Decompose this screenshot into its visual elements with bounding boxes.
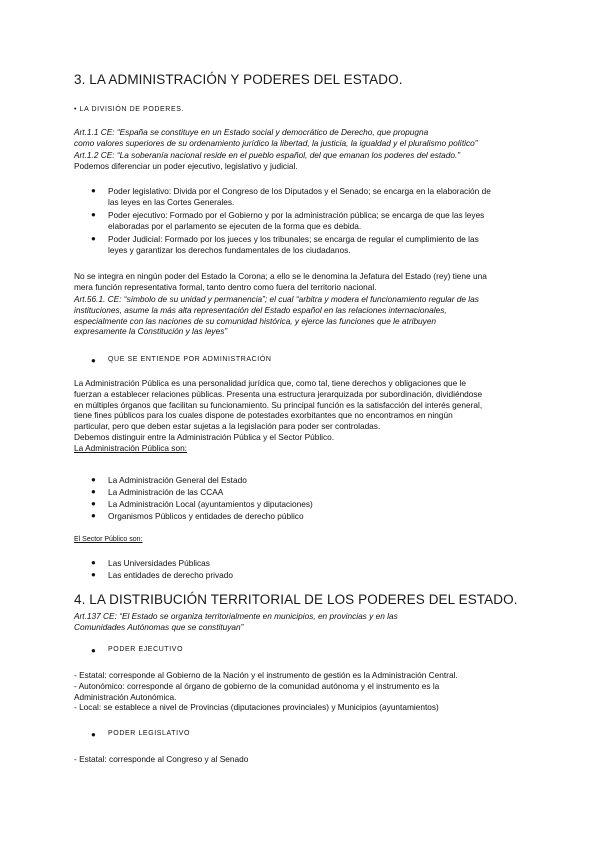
bullet-icon: ● bbox=[91, 646, 96, 655]
art-1-1-line: Art.1.1 CE: “España se constituye en un Estado social y democrático de Derecho, que propugna bbox=[74, 127, 429, 137]
list-item-line: Poder Judicial: Formado por los jueces y los tribunales; se encarga de regular el cumplimiento de las bbox=[108, 234, 479, 244]
bullet-icon: ● bbox=[91, 570, 96, 579]
list-item-ejecutivo bbox=[108, 210, 484, 232]
bullet-icon: ● bbox=[91, 234, 96, 243]
quote-line: instituciones, asume la más alta representación del Estado español en las relaciones internacionales, bbox=[74, 304, 447, 315]
bullet-icon: ● bbox=[91, 186, 96, 195]
bullet-icon: ● bbox=[91, 475, 96, 484]
paragraph-line: Debemos distinguir entre la Administración Pública y el Sector Público. bbox=[74, 431, 335, 442]
quote-line: especialmente con las naciones de su comunidad histórica, y ejerce las funciones que le atribuyen bbox=[74, 315, 437, 326]
bullet-icon: ● bbox=[91, 499, 96, 508]
list-item: Las entidades de derecho privado bbox=[108, 570, 234, 580]
bullet-icon: ● bbox=[91, 558, 96, 567]
list-item: La Administración Local (ayuntamientos y diputaciones) bbox=[108, 499, 313, 509]
bullet-icon: ● bbox=[91, 487, 96, 496]
list-item: La Administración de las CCAA bbox=[108, 487, 224, 497]
corona-paragraph bbox=[74, 271, 487, 293]
art-1-2-line: Art.1.2 CE: “La soberanía nacional reside en el pueblo español, del que emanan los poderes del estado.” bbox=[74, 150, 461, 160]
quote-line: Comunidades Autónomas que se constituyan” bbox=[74, 621, 244, 632]
paragraph-line: particular, pero que deben estar sujetas a la legislación para poder ser controladas. bbox=[74, 421, 381, 432]
paragraph-line: tiene fines públicos para los cuales dispone de potestades exorbitantes que no encontramos en ningún bbox=[74, 410, 453, 421]
art-1-1-line: como valores superiores de su ordenamiento jurídico la libertad, la justicia, la igualdad y el pluralismo político” bbox=[74, 137, 478, 148]
quote-line: Art.137 CE: “El Estado se organiza territorialmente en municipios, en provincias y en las bbox=[74, 611, 398, 621]
section-4-title: 4. LA DISTRIBUCIÓN TERRITORIAL DE LOS PODERES DEL ESTADO. bbox=[74, 592, 518, 607]
quote-line: Art.56.1. CE: “símbolo de su unidad y permanencia”; el cual “arbitra y modera el funcionamiento regular de las bbox=[74, 294, 479, 304]
list-item-line: elaboradas por el parlamento se ejecuten de la forma que es debida. bbox=[108, 220, 362, 231]
paragraph-line: - Autonómico: corresponde al órgano de gobierno de la comunidad autónoma y el instrumento es la bbox=[74, 680, 440, 691]
paragraph-line: La Administración Pública es una personalidad jurídica que, como tal, tiene derechos y obligaciones que le bbox=[74, 378, 467, 388]
list-item: La Administración General del Estado bbox=[108, 475, 247, 485]
art-56-1-quote bbox=[74, 294, 479, 337]
paragraph-line: - Estatal: corresponde al Gobierno de la Nación y el instrumento de gestión es la Administración Central. bbox=[74, 670, 458, 680]
quote-line: expresamente la Constitución y las leyes” bbox=[74, 326, 228, 337]
bullet-icon: ● bbox=[91, 210, 96, 219]
list-item-legislativo bbox=[108, 186, 491, 208]
paragraph-line: Administración Autonómica. bbox=[74, 691, 177, 702]
list-item-line: Poder legislativo: Divida por el Congreso de los Diputados y el Senado; se encarga en la elaboración de bbox=[108, 186, 491, 196]
list-item-judicial bbox=[108, 234, 479, 256]
art-1-2-quote bbox=[74, 150, 460, 172]
paragraph-line: No se integra en ningún poder del Estado la Corona; a ello se le denomina la Jefatura del Estado (rey) tiene una bbox=[74, 271, 487, 281]
ejecutivo-heading: PODER EJECUTIVO bbox=[108, 646, 184, 653]
list-item: Organismos Públicos y entidades de derecho público bbox=[108, 511, 304, 521]
list-item: Las Universidades Públicas bbox=[108, 558, 210, 568]
section-3-title: 3. LA ADMINISTRACIÓN Y PODERES DEL ESTADO. bbox=[74, 72, 403, 87]
legislativo-heading: PODER LEGISLATIVO bbox=[108, 730, 191, 737]
diferenciar-text: Podemos diferenciar un poder ejecutivo, legislativo y judicial. bbox=[74, 160, 298, 171]
bullet-icon: ● bbox=[91, 730, 96, 739]
paragraph-line: mera función representativa formal, tanto dentro como fuera del territorio nacional. bbox=[74, 281, 377, 292]
sector-heading: El Sector Público son: bbox=[74, 536, 143, 543]
art-1-1-quote bbox=[74, 127, 478, 149]
que-heading: QUE SE ENTIENDE POR ADMINISTRACIÓN bbox=[108, 356, 272, 363]
bullet-icon: ● bbox=[91, 356, 96, 365]
ejecutivo-paragraph bbox=[74, 670, 458, 713]
list-item-line: las leyes en las Cortes Generales. bbox=[108, 196, 235, 207]
admin-paragraph bbox=[74, 378, 482, 443]
list-item-line: leyes y garantizar los derechos fundamentales de los ciudadanos. bbox=[108, 244, 351, 255]
art-137-quote bbox=[74, 611, 398, 633]
paragraph-line: - Local: se establece a nivel de Provincias (diputaciones provinciales) y Municipios (ayuntamientos) bbox=[74, 702, 439, 713]
division-heading: • LA DIVISIÓN DE PODERES. bbox=[74, 106, 185, 113]
bullet-icon: ● bbox=[91, 511, 96, 520]
paragraph-line: en múltiples órganos que facilitan su funcionamiento. Su principal función es la satisfacción del interés general, bbox=[74, 399, 483, 410]
paragraph-line: fuerzan a establecer relaciones públicas. Presenta una estructura jerarquizada por subordinación, dividiéndose bbox=[74, 388, 483, 399]
legislativo-line: - Estatal: corresponde al Congreso y al Senado bbox=[74, 754, 249, 764]
admin-son-heading: La Administración Pública son: bbox=[74, 443, 187, 453]
list-item-line: Poder ejecutivo: Formado por el Gobierno y por la administración pública; se encarga de que las leyes bbox=[108, 210, 485, 220]
